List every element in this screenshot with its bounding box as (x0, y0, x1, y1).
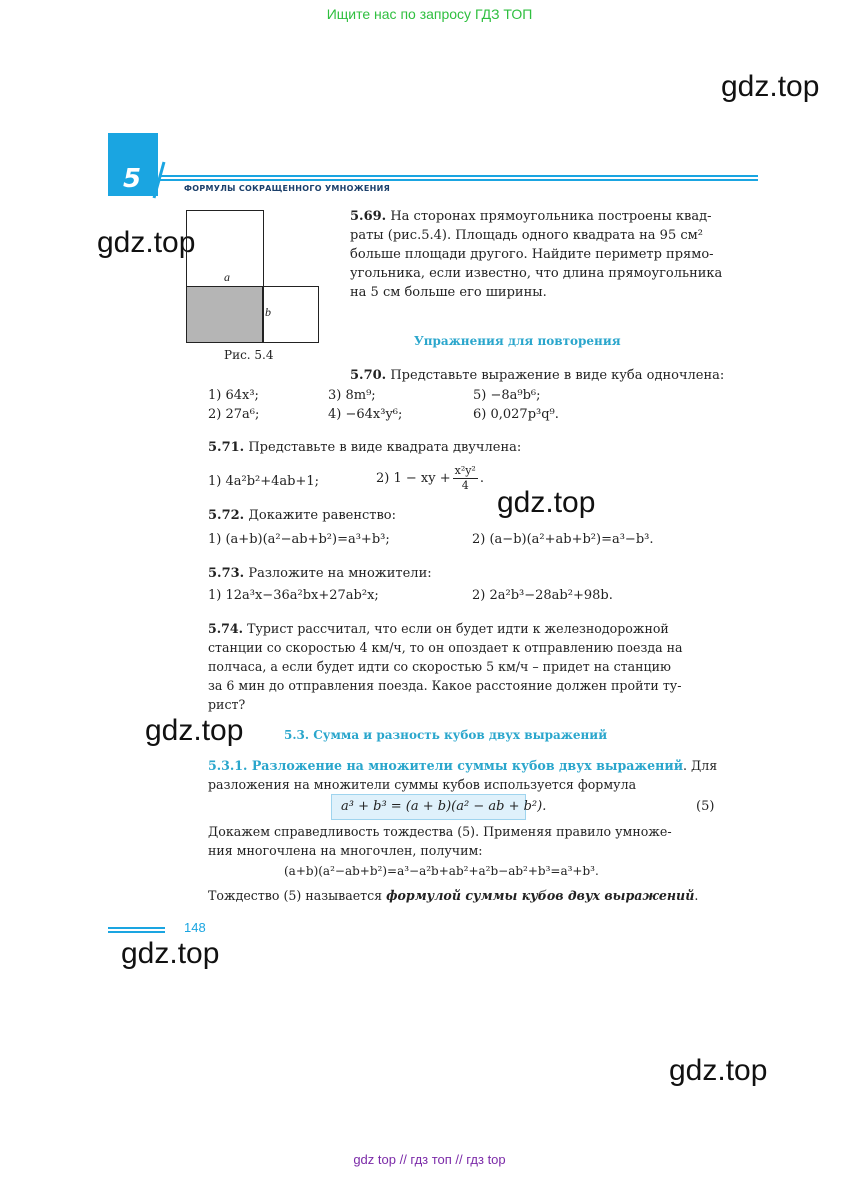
proof-text (208, 822, 728, 860)
figure-label-a: a (224, 270, 230, 284)
text-line: раты (рис.5.4). Площадь одного квадрата на 95 см² (350, 228, 703, 243)
watermark: gdz.top (497, 486, 596, 519)
fraction (453, 464, 478, 493)
text-fragment: . Для (683, 758, 718, 773)
chapter-rule (160, 179, 758, 181)
fraction-denominator: 4 (461, 479, 469, 492)
text-fragment: 2) 1 − xy + (376, 471, 451, 486)
chapter-title: ФОРМУЛЫ СОКРАЩЕННОГО УМНОЖЕНИЯ (184, 184, 391, 193)
answer-item: 4) −64x³y⁶; (328, 407, 403, 422)
text-line: полчаса, а если будет идти со скоростью 5 км/ч – придет на станцию (208, 659, 671, 674)
footer-links[interactable]: gdz top // гдз топ // гдз top (353, 1152, 506, 1167)
search-hint-link[interactable]: Ищите нас по запросу ГДЗ ТОП (326, 6, 533, 22)
text-line: Разложите на множители: (244, 566, 432, 581)
exercise-5-70-prompt (350, 366, 724, 385)
exercise-5-71-prompt (208, 438, 521, 457)
exercise-number: 5.70. (350, 368, 387, 383)
proof-expansion: (a+b)(a²−ab+b²)=a³−a²b+ab²+a²b−ab²+b³=a³+b³. (284, 864, 599, 878)
watermark: gdz.top (97, 226, 196, 259)
text-line: разложения на множители суммы кубов используется формула (208, 777, 637, 792)
subsection-heading: 5.3.1. Разложение на множители суммы кубов двух выражений (208, 758, 684, 773)
text-line: Докажем справедливость тождества (5). Применяя правило умноже- (208, 824, 672, 839)
answer-item: 6) 0,027p³q⁹. (473, 407, 559, 422)
text-line: станции со скоростью 4 км/ч, то он опоздает к отправлению поезда на (208, 640, 683, 655)
proof-conclusion (208, 886, 698, 905)
exercise-5-69 (350, 207, 730, 302)
figure-label-b: b (265, 305, 271, 319)
exercise-5-73-item-1: 1) 12a³x−36a²bx+27ab²x; (208, 588, 379, 603)
text-line: Представьте выражение в виде куба одночлена: (386, 368, 725, 383)
exercise-5-72-item-2: 2) (a−b)(a²+ab+b²)=a³−b³. (472, 532, 654, 547)
exercise-5-73-item-2: 2) 2a²b³−28ab²+98b. (472, 588, 613, 603)
review-heading: Упражнения для повторения (414, 334, 621, 348)
answer-item: 2) 27a⁶; (208, 407, 260, 422)
text-line: на 5 см больше его ширины. (350, 285, 547, 300)
watermark: gdz.top (145, 714, 244, 747)
formula-number: (5) (696, 799, 715, 814)
watermark: gdz.top (669, 1054, 768, 1087)
exercise-5-72-item-1: 1) (a+b)(a²−ab+b²)=a³+b³; (208, 532, 390, 547)
footer-rule (108, 927, 165, 929)
term-emphasis: формулой суммы кубов двух выражений (386, 888, 695, 903)
figure-caption: Рис. 5.4 (224, 348, 274, 362)
chapter-rule (160, 175, 758, 177)
exercise-number: 5.71. (208, 440, 245, 455)
watermark: gdz.top (121, 937, 220, 970)
answer-item: 3) 8m⁹; (328, 388, 376, 403)
text-line: за 6 мин до отправления поезда. Какое расстояние должен пройти ту- (208, 678, 682, 693)
text-fragment: . (694, 888, 699, 903)
exercise-5-71-item-1: 1) 4a²b²+4ab+1; (208, 474, 320, 489)
exercise-number: 5.74. (208, 621, 244, 636)
text-line: Представьте в виде квадрата двучлена: (244, 440, 522, 455)
figure-rectangle-shaded (186, 286, 264, 343)
answer-item: 1) 64x³; (208, 388, 259, 403)
answer-item: 5) −8a⁹b⁶; (473, 388, 541, 403)
text-line: Турист рассчитал, что если он будет идти к железнодорожной (243, 621, 669, 636)
text-line: рист? (208, 697, 246, 712)
exercise-5-72-prompt (208, 506, 396, 525)
text-line: На сторонах прямоугольника построены квад- (386, 209, 712, 224)
text-line: больше площади другого. Найдите периметр прямо- (350, 247, 714, 262)
text-line: угольника, если известно, что длина прямоугольника (350, 266, 723, 281)
chapter-number: 5 (122, 164, 142, 194)
exercise-number: 5.69. (350, 209, 387, 224)
exercise-5-74 (208, 619, 728, 714)
subsection-intro (208, 756, 728, 794)
text-fragment: . (479, 471, 484, 486)
text-line: Докажите равенство: (244, 508, 396, 523)
exercise-5-73-prompt (208, 564, 432, 583)
page-number: 148 (184, 920, 206, 935)
exercise-number: 5.73. (208, 566, 245, 581)
text-fragment: Тождество (5) называется (208, 888, 387, 903)
watermark: gdz.top (721, 70, 820, 103)
section-heading: 5.3. Сумма и разность кубов двух выражений (284, 728, 608, 742)
exercise-5-71-item-2 (376, 464, 484, 493)
formula-sum-of-cubes: a³ + b³ = (a + b)(a² − ab + b²). (341, 799, 547, 814)
exercise-5-70-items (208, 386, 688, 424)
exercise-number: 5.72. (208, 508, 245, 523)
footer-rule (108, 931, 165, 933)
text-line: ния многочлена на многочлен, получим: (208, 843, 483, 858)
fraction-numerator: x²y² (454, 464, 476, 477)
